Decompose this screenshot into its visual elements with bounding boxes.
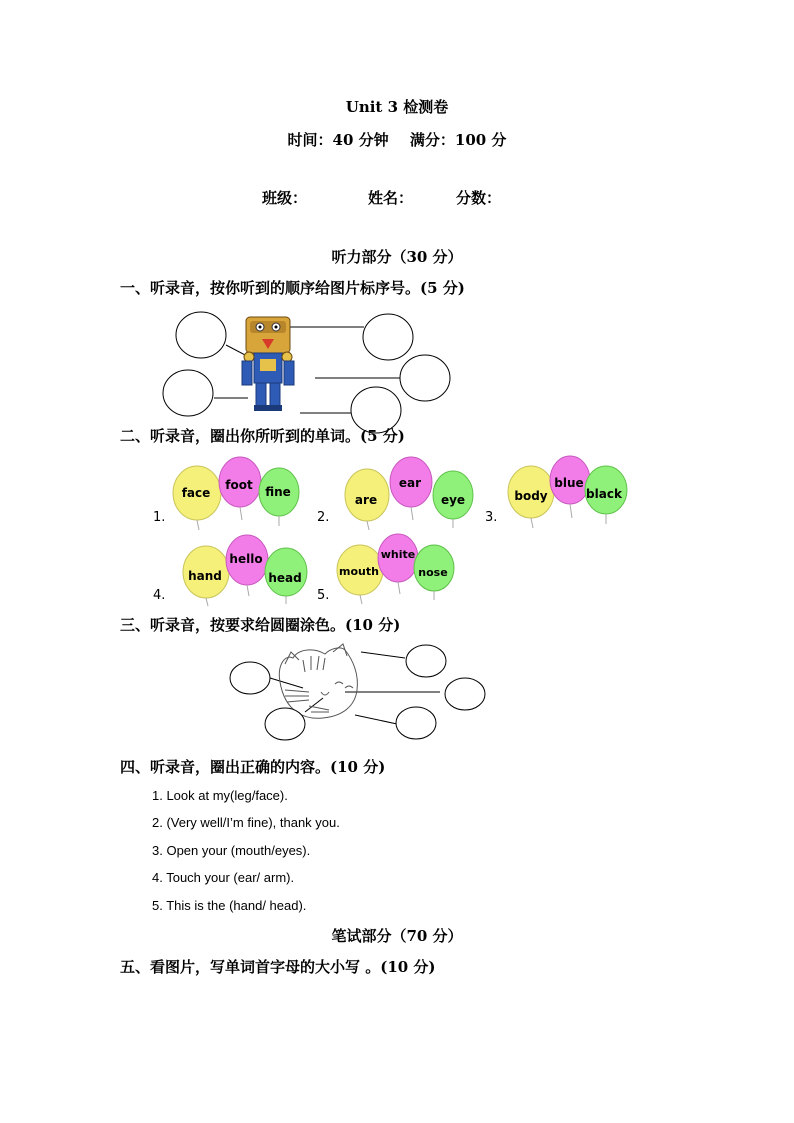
- balloon-word-groups: [145, 450, 645, 610]
- group-number: 1.: [153, 510, 166, 525]
- balloon-group-2: [345, 457, 473, 530]
- balloon-word[interactable]: white: [380, 548, 416, 561]
- cat-diagram: [225, 640, 490, 745]
- full-score: 满分：100 分: [409, 131, 507, 149]
- name-label: 姓名：: [368, 189, 414, 207]
- balloon-group-4: [183, 535, 307, 606]
- answer-circle[interactable]: [406, 645, 446, 677]
- answer-circle[interactable]: [176, 312, 226, 358]
- balloon-word[interactable]: hello: [229, 552, 263, 566]
- balloon-word[interactable]: black: [586, 487, 622, 501]
- group-number: 5.: [317, 588, 330, 603]
- question-3: 三、听录音，按要求给圆圈涂色。(10 分): [120, 616, 401, 634]
- score-label: 分数：: [456, 189, 502, 207]
- balloon-word[interactable]: nose: [418, 566, 448, 579]
- group-number: 2.: [317, 510, 330, 525]
- balloon-word[interactable]: fine: [265, 485, 291, 499]
- balloon-word[interactable]: mouth: [339, 565, 379, 578]
- cat-illustration: [279, 644, 357, 718]
- choice-sentence: 5. This is the (hand/ head).: [152, 898, 307, 913]
- balloon-word[interactable]: blue: [554, 476, 584, 490]
- balloon-word[interactable]: foot: [225, 478, 253, 492]
- writing-heading: 笔试部分（70 分）: [331, 927, 463, 945]
- choice-sentence: 3. Open your (mouth/eyes).: [152, 843, 311, 858]
- page-title: Unit 3 检测卷: [345, 98, 449, 116]
- answer-circle[interactable]: [396, 707, 436, 739]
- answer-circle[interactable]: [230, 662, 270, 694]
- balloon-word[interactable]: head: [268, 571, 302, 585]
- balloon-word[interactable]: are: [354, 493, 378, 507]
- choice-sentence: 1. Look at my(leg/face).: [152, 788, 288, 803]
- balloon-word[interactable]: hand: [188, 569, 222, 583]
- time-limit: 时间：40 分钟: [287, 131, 389, 149]
- connector-line: [355, 715, 397, 724]
- answer-circle[interactable]: [445, 678, 485, 710]
- balloon-group-1: [173, 457, 299, 530]
- balloon-group-5: [337, 534, 454, 604]
- question-1: 一、听录音，按你听到的顺序给图片标序号。(5 分): [120, 279, 465, 297]
- answer-circle[interactable]: [163, 370, 213, 416]
- listening-heading: 听力部分（30 分）: [331, 248, 463, 266]
- robot-diagram: [150, 305, 470, 435]
- answer-circle[interactable]: [265, 708, 305, 740]
- exam-meta: [0, 129, 794, 150]
- question-2: 二、听录音，圈出你所听到的单词。(5 分): [120, 427, 405, 445]
- balloon-word[interactable]: body: [514, 489, 548, 503]
- answer-circle[interactable]: [363, 314, 413, 360]
- balloon-word[interactable]: ear: [398, 476, 422, 490]
- group-number: 3.: [485, 510, 498, 525]
- balloon-group-3: [508, 456, 627, 528]
- connector-line: [361, 652, 405, 658]
- class-label: 班级：: [262, 189, 308, 207]
- question-4: 四、听录音，圈出正确的内容。(10 分): [120, 758, 386, 776]
- balloon-word[interactable]: eye: [440, 493, 466, 507]
- answer-circle[interactable]: [400, 355, 450, 401]
- question-5: 五、看图片，写单词首字母的大小写 。(10 分): [120, 958, 436, 976]
- choice-sentence: 4. Touch your (ear/ arm).: [152, 870, 295, 885]
- group-number: 4.: [153, 588, 166, 603]
- connector-line: [270, 678, 303, 688]
- balloon-word[interactable]: face: [181, 486, 211, 500]
- choice-sentence: 2. (Very well/I’m fine), thank you.: [152, 815, 340, 830]
- robot-illustration: [242, 317, 294, 411]
